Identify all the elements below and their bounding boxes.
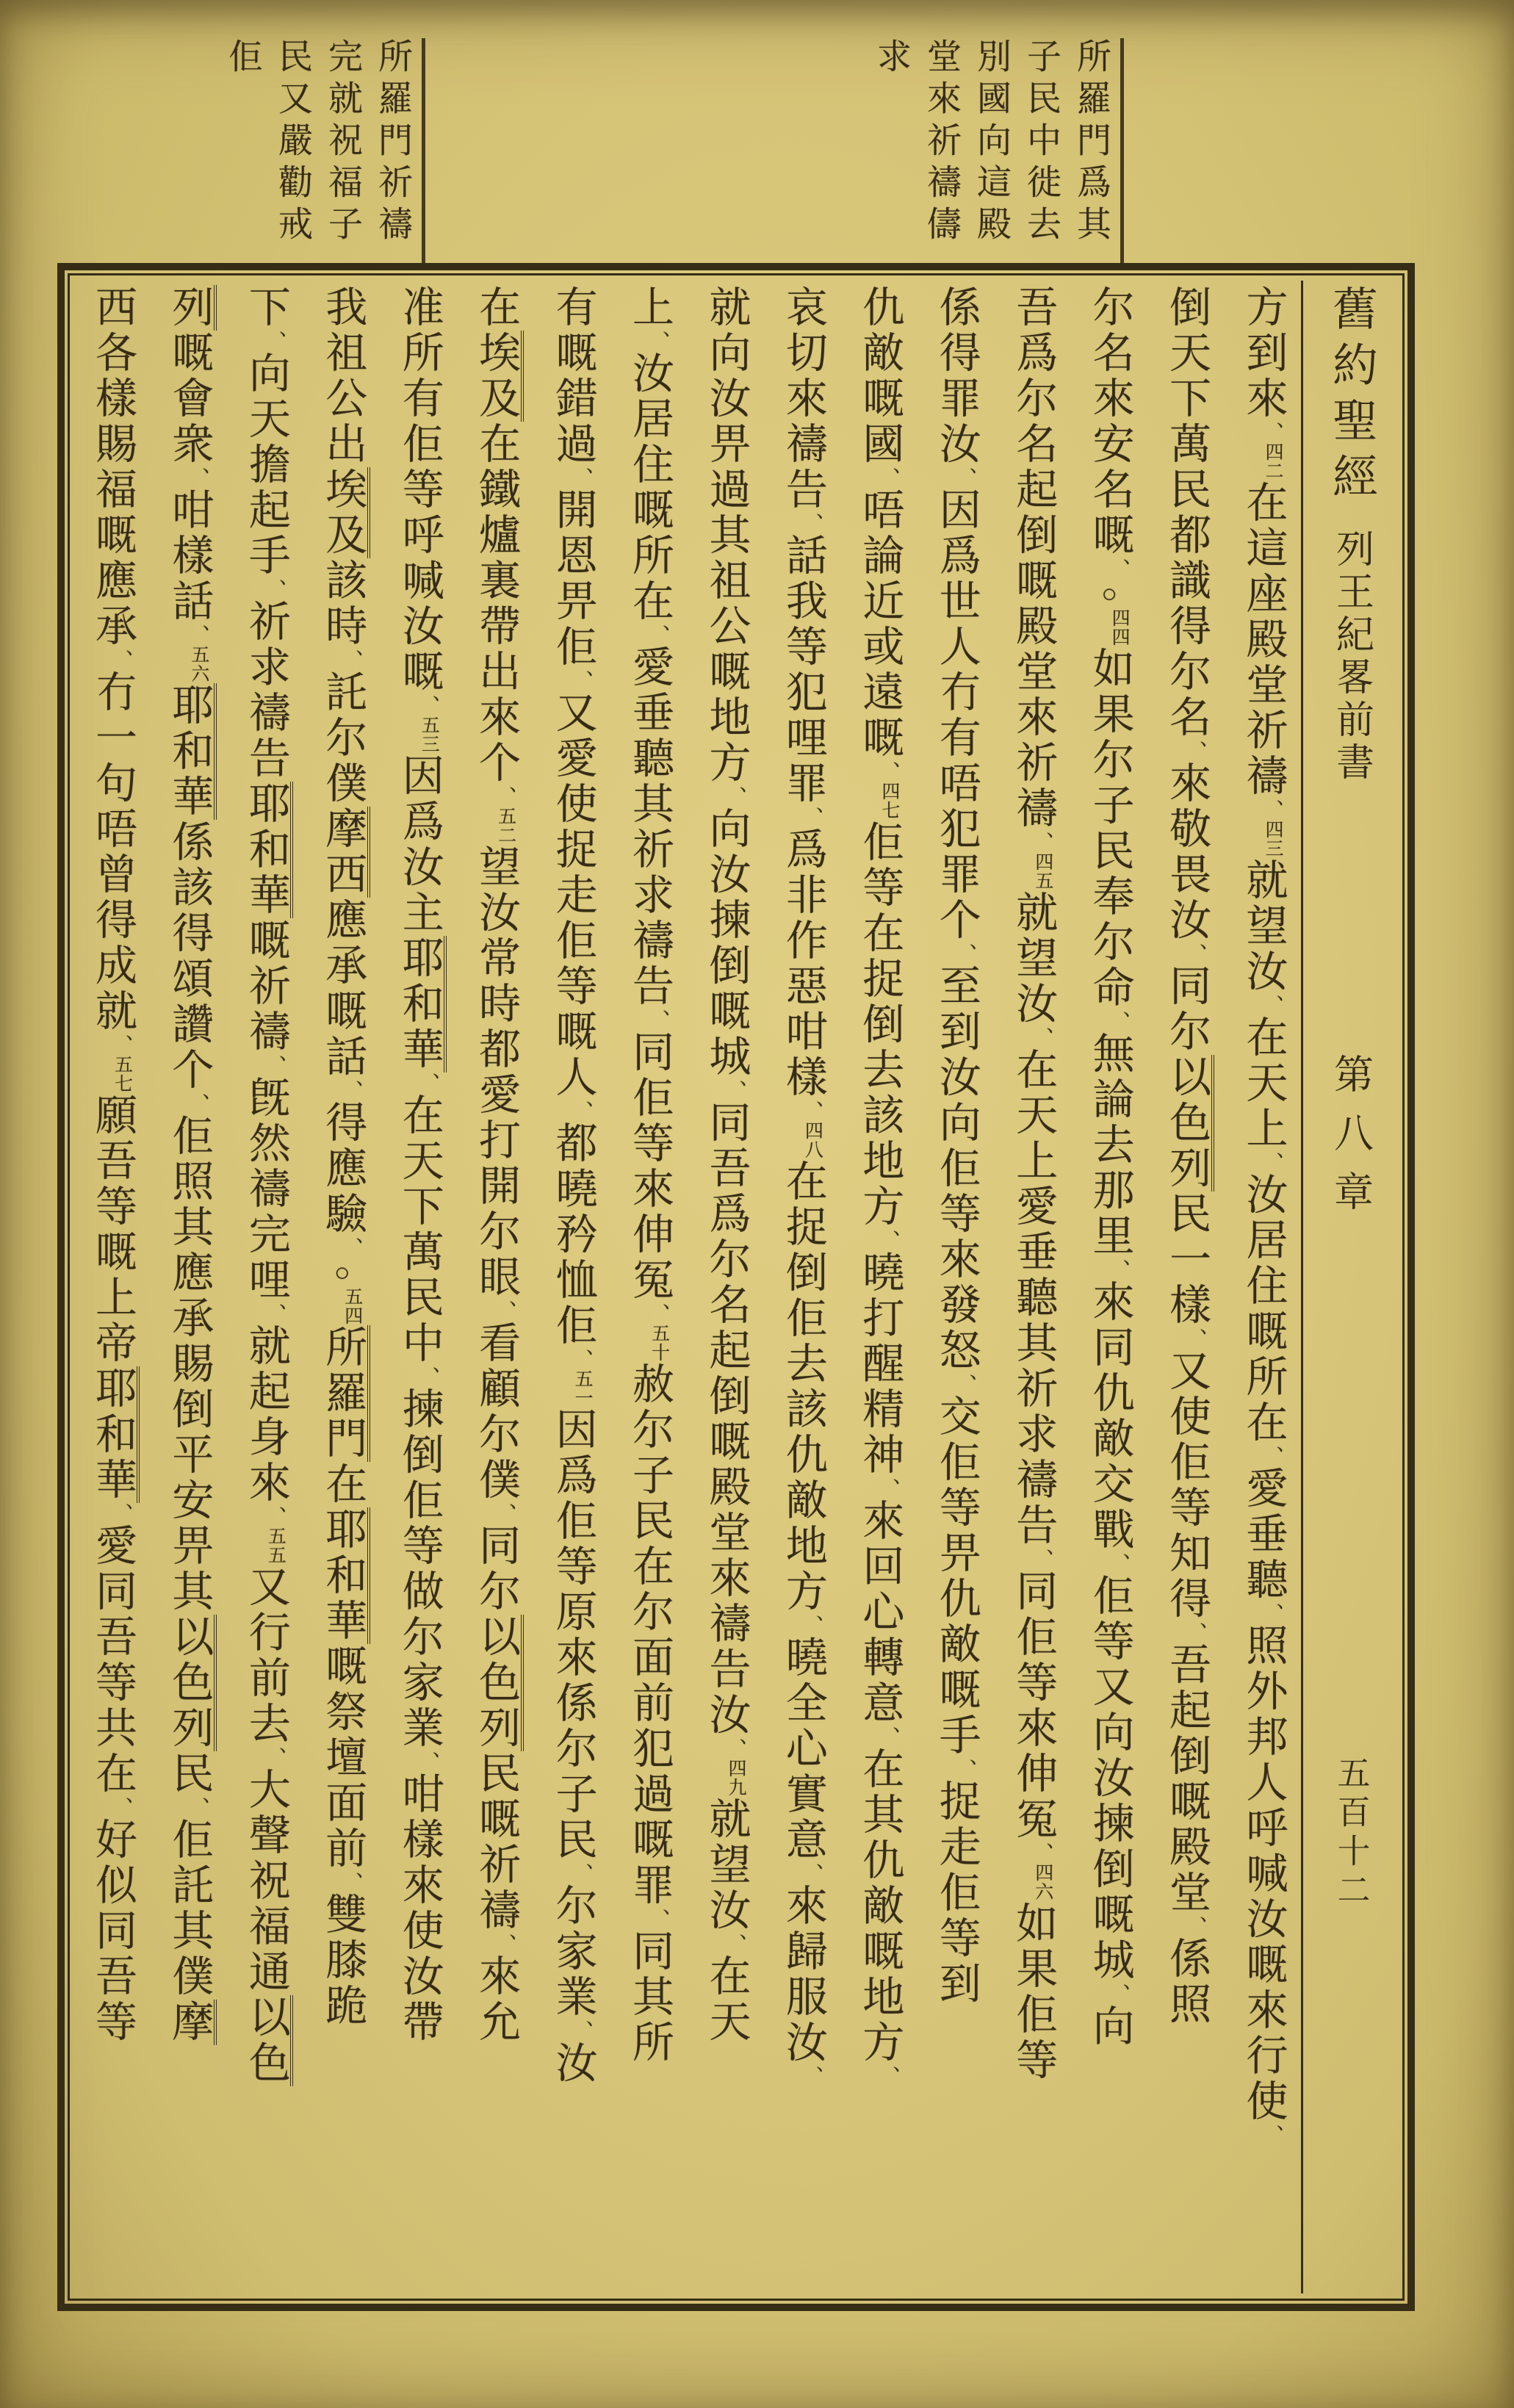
proper-noun: 以色	[242, 1995, 293, 2086]
ideographic-comma: 、	[186, 624, 209, 645]
ideographic-comma: 、	[876, 1230, 900, 1250]
text-run: 來歸服汝	[779, 1883, 826, 2066]
text-run: 同尔	[1163, 964, 1210, 1055]
ideographic-comma: 、	[1107, 1011, 1131, 1031]
text-run: 在天	[702, 1954, 749, 2045]
ideographic-comma: 、	[800, 807, 823, 827]
ideographic-comma: 、	[723, 1933, 746, 1954]
proper-noun: 以色列	[166, 1615, 217, 1751]
proper-noun: 列	[166, 285, 217, 331]
text-run: 向汝揀倒嘅城	[702, 807, 749, 1080]
text-run: 下	[242, 285, 289, 331]
text-run: 來同仇敵交戰	[1086, 1280, 1133, 1553]
verse-number: 四五	[1032, 852, 1053, 890]
note-left-column-1: 所羅門祈禱	[373, 38, 411, 248]
text-run: 得應驗	[319, 1100, 366, 1237]
text-run: 該時	[319, 558, 366, 649]
text-run: 如果尔子民奉尔命	[1086, 646, 1133, 1011]
text-run: 願吾等嘅上帝	[89, 1093, 136, 1366]
text-run: 吾起倒嘅殿堂	[1163, 1643, 1210, 1916]
ideographic-comma: 、	[493, 786, 516, 807]
ideographic-comma: 、	[1107, 1553, 1131, 1574]
text-run: 好似同吾等	[89, 1817, 136, 2045]
text-run: 就起身來	[242, 1324, 289, 1506]
text-column-16	[73, 281, 150, 2293]
text-run: 捉走佢等到	[933, 1779, 980, 2007]
ideographic-comma: 、	[1183, 1328, 1207, 1349]
text-run: 旣然禱完哩	[242, 1075, 289, 1303]
ideographic-comma: 、	[1183, 1622, 1207, 1643]
text-run: 方到來	[1240, 285, 1286, 422]
page-number: 五百十二	[1332, 1756, 1369, 1911]
ideographic-comma: 、	[186, 467, 209, 488]
text-run: 因爲汝主	[396, 754, 443, 936]
note-left-column-3: 民又嚴勸戒	[273, 38, 311, 248]
text-column-5	[918, 281, 994, 2293]
text-column-14	[227, 281, 303, 2293]
text-run: 話我等犯哩罪	[779, 533, 826, 807]
text-run: 又使佢等知得	[1163, 1349, 1210, 1622]
text-run: 在捉倒佢去該仇敵地方	[779, 1159, 826, 1615]
note-right-column-2: 子民中徙去	[1022, 38, 1060, 248]
ideographic-comma: 、	[1261, 799, 1283, 820]
text-run: 爲非作惡咁樣	[779, 827, 826, 1100]
ideographic-comma: 、	[954, 467, 977, 488]
ideographic-comma: 、	[263, 1055, 286, 1075]
ideographic-comma: 、	[1030, 1027, 1053, 1048]
ideographic-comma: 、	[1030, 832, 1053, 852]
text-run: 因爲佢等原來係尔子民	[549, 1407, 596, 1863]
text-run: 照外邦人呼喊汝嘅來行使	[1240, 1623, 1286, 2124]
ideographic-comma: 、	[876, 1478, 900, 1499]
ideographic-comma: 、	[570, 670, 594, 691]
text-run: 西各樣賜福嘅應承	[89, 285, 136, 649]
ideographic-comma: 、	[800, 1863, 823, 1883]
ideographic-comma: 、	[1261, 1446, 1283, 1466]
verse-number: 五十	[649, 1324, 669, 1362]
ideographic-comma: 、	[1261, 995, 1283, 1015]
work-title: 舊約聖經	[1325, 285, 1376, 508]
text-run: 在	[319, 1462, 366, 1507]
text-column-9	[610, 281, 687, 2293]
ideographic-comma: 、	[1107, 1259, 1131, 1280]
text-run: 來回心轉意	[856, 1499, 903, 1726]
text-frame	[57, 263, 1415, 2311]
text-run: 大聲祝福通	[242, 1767, 289, 1995]
text-run: 係照	[1163, 1936, 1210, 2027]
verse-number: 四九	[725, 1759, 746, 1797]
text-run: 在其仇敵嘅地方	[856, 1747, 903, 2066]
text-run: 同吾爲尔名起倒嘅殿堂來禱告汝	[702, 1100, 749, 1738]
text-column-10	[534, 281, 610, 2293]
ideographic-comma: 、	[723, 1080, 746, 1100]
verse-number: 五一	[572, 1369, 593, 1407]
text-run: 有嘅錯過	[549, 285, 596, 467]
ideographic-comma: 、	[493, 1300, 516, 1321]
text-run: 就望汝	[1009, 890, 1056, 1027]
text-run: 向天擔起手	[242, 351, 289, 579]
ideographic-comma: 、	[1107, 558, 1131, 579]
text-column-15	[150, 281, 226, 2293]
ideographic-comma: 、	[570, 1863, 594, 1883]
text-run: 祈求禱告	[242, 599, 289, 782]
ideographic-comma: 、	[417, 1366, 440, 1387]
text-run: 佢等又向汝揀倒嘅城	[1086, 1574, 1133, 1983]
ideographic-comma: 、	[493, 1933, 516, 1954]
text-run: 係該得頌讚个	[165, 820, 212, 1093]
text-run: 民嘅祈禱	[472, 1751, 519, 1933]
text-run: 咁樣來使汝帶	[396, 1772, 443, 2045]
text-run: 交佢等畀仇敵嘅手	[933, 1394, 980, 1759]
text-run: 又行前去	[242, 1565, 289, 1747]
ideographic-comma: 、	[800, 2066, 823, 2086]
ideographic-comma: 、	[570, 467, 594, 488]
ideographic-comma: 、	[876, 761, 900, 782]
verse-number: 四四	[1109, 608, 1130, 646]
ideographic-comma: 、	[570, 2020, 594, 2041]
ideographic-comma: 、	[1261, 422, 1283, 442]
ideographic-comma: 、	[646, 1009, 670, 1030]
ideographic-comma: 、	[570, 1349, 594, 1369]
ideographic-comma: 、	[723, 1738, 746, 1759]
ideographic-comma: 、	[1183, 1916, 1207, 1936]
ideographic-comma: 、	[109, 1797, 133, 1817]
ideographic-comma: 、	[570, 1100, 594, 1121]
text-run: 就望汝	[702, 1797, 749, 1933]
text-run: 民一樣	[1163, 1192, 1210, 1328]
ideographic-comma: 、	[723, 786, 746, 807]
ideographic-comma: 、	[954, 1374, 977, 1394]
proper-noun: 所羅門	[320, 1325, 370, 1462]
text-run: 揀倒佢等做尔家業	[396, 1387, 443, 1751]
text-run: 冇一句唔曾得成就	[89, 670, 136, 1034]
proper-noun: 埃及	[473, 331, 524, 422]
text-run: 民	[165, 1751, 212, 1797]
text-run: 尔家業	[549, 1883, 596, 2020]
text-run: 在	[472, 285, 519, 331]
ideographic-comma: 、	[800, 513, 823, 533]
text-column-6	[840, 281, 917, 2293]
text-run: 雙膝跪	[319, 1892, 366, 2029]
verse-number: 五三	[419, 715, 439, 754]
text-run: 至到汝向佢等來發怒	[933, 964, 980, 1374]
text-run: 同佢等來伸冤	[1009, 1569, 1056, 1842]
ideographic-comma: 、	[876, 467, 900, 488]
text-run: 開恩畀佢	[549, 488, 596, 670]
verse-number: 五六	[188, 645, 209, 683]
note-right-column-1: 所羅門爲其	[1072, 38, 1110, 248]
text-run: 汝居住嘅所在	[626, 351, 673, 624]
ideographic-comma: 、	[263, 579, 286, 599]
text-column-13	[303, 281, 380, 2293]
text-run: 又愛使捉走佢等嘅人	[549, 691, 596, 1100]
ideographic-comma: 、	[876, 2066, 900, 2086]
text-run: 尔名來安名嘅	[1086, 285, 1133, 558]
ideographic-comma: 、	[646, 1908, 670, 1929]
note-left-column-2: 完就祝福子	[323, 38, 361, 248]
text-run: 嘅祈禱	[242, 918, 289, 1055]
note-left-column-4: 佢	[223, 38, 262, 80]
text-run: 佢託其僕	[165, 1817, 212, 2000]
text-run: 倒天下萬民都識得尔名	[1163, 285, 1210, 740]
text-run: 應承嘅話	[319, 898, 366, 1080]
proper-noun: 耶和華	[242, 782, 293, 918]
ideographic-comma: 、	[109, 1503, 133, 1524]
text-run: 唔論近或遠嘅	[856, 488, 903, 761]
proper-noun: 耶和華	[166, 683, 217, 820]
ideographic-comma: 、	[646, 624, 670, 645]
ideographic-comma: 、	[1261, 1152, 1283, 1172]
ideographic-comma: 、	[954, 1759, 977, 1779]
text-run: 向	[1086, 2004, 1133, 2050]
text-run: 曉打醒精神	[856, 1250, 903, 1478]
text-run: 愛同吾等共在	[89, 1524, 136, 1797]
text-run: 哀切來禱告	[779, 285, 826, 513]
text-run: 在鐵爐裏帶出來个	[472, 422, 519, 786]
ideographic-comma: 、	[417, 1751, 440, 1772]
text-run: 嘅會衆	[165, 331, 212, 467]
text-run: 上	[626, 285, 673, 331]
text-run: 佢照其應承賜倒平安畀其	[165, 1114, 212, 1615]
ideographic-comma: 、	[646, 1303, 670, 1324]
ideographic-comma: 、	[339, 1080, 363, 1100]
verse-number: 四七	[879, 782, 899, 820]
note-right-column-3: 別國向這殿	[972, 38, 1010, 248]
verse-number: 四八	[802, 1121, 823, 1159]
text-column-2	[1147, 281, 1224, 2293]
verse-number: 五四	[342, 1287, 362, 1325]
text-run: 曉全心實意	[779, 1635, 826, 1863]
ideographic-comma: 、	[417, 695, 440, 715]
text-run: 我祖公出	[319, 285, 366, 467]
text-run: 同其所	[626, 1929, 673, 2066]
ideographic-comma: 、	[263, 1303, 286, 1324]
text-columns	[73, 281, 1399, 2293]
ideographic-comma: 、	[1030, 1549, 1053, 1569]
ideographic-comma: 、	[1183, 943, 1207, 964]
ideographic-comma: 、	[800, 1100, 823, 1121]
ideographic-comma: 、	[646, 331, 670, 351]
ideographic-comma: 、	[493, 1503, 516, 1524]
text-column-8	[688, 281, 764, 2293]
text-run: 准所有佢等呼喊汝嘅	[396, 285, 443, 695]
verse-number: 五五	[265, 1526, 286, 1565]
text-run: 如果佢等	[1009, 1901, 1056, 2083]
text-run: 在天上	[1240, 1015, 1286, 1152]
verse-number: 四三	[1263, 820, 1283, 858]
chapter-heading: 第八章	[1328, 1053, 1373, 1230]
ideographic-comma: 、	[339, 1872, 363, 1892]
text-run: 嘅祭壇面前	[319, 1644, 366, 1872]
margin-note-left	[220, 38, 425, 263]
section-circle: ○	[327, 1258, 357, 1287]
ideographic-comma: 、	[339, 649, 363, 670]
text-run: 係得罪汝	[933, 285, 980, 467]
text-run: 託尔僕	[319, 670, 366, 807]
text-run: 汝居住嘅所在	[1240, 1172, 1286, 1446]
text-run: 愛垂聽	[1240, 1466, 1286, 1603]
text-run: 來允	[472, 1954, 519, 2045]
text-run: 因爲世人冇有唔犯罪个	[933, 488, 980, 943]
text-run: 望汝常時都愛打開尔眼	[472, 845, 519, 1300]
section-circle: ○	[1095, 579, 1125, 608]
verse-number: 五七	[112, 1055, 132, 1093]
text-run: 愛垂聽其祈求禱告	[626, 645, 673, 1009]
ideographic-comma: 、	[186, 1797, 209, 1817]
text-run: 同尔	[472, 1524, 519, 1615]
proper-noun: 以色列	[1164, 1055, 1214, 1192]
text-run: 赦尔子民在尔面前犯過嘅罪	[626, 1362, 673, 1908]
ideographic-comma: 、	[263, 1747, 286, 1767]
ideographic-comma: 、	[186, 1093, 209, 1114]
text-run: 汝	[549, 2041, 596, 2086]
ideographic-comma: 、	[800, 1615, 823, 1635]
text-run: 在這座殿堂祈禱	[1240, 480, 1286, 799]
ideographic-comma: 、	[417, 1073, 440, 1093]
margin-note-right	[869, 38, 1124, 263]
proper-noun: 耶和華	[396, 936, 447, 1073]
text-run: 在天下萬民中	[396, 1093, 443, 1366]
ideographic-comma: 、	[109, 1034, 133, 1055]
ideographic-comma: 、	[1107, 1983, 1131, 2004]
ideographic-comma: 、	[263, 1506, 286, 1526]
proper-noun: 埃及	[320, 467, 370, 558]
ideographic-comma: 、	[109, 649, 133, 670]
text-run: 就望汝	[1240, 858, 1286, 995]
note-right-column-5: 求	[872, 38, 910, 80]
note-right-column-4: 堂來祈禱儔	[922, 38, 960, 248]
proper-noun: 耶和華	[320, 1507, 370, 1644]
book-title: 列王紀畧前書	[1330, 529, 1372, 785]
text-run: 看顧尔僕	[472, 1321, 519, 1503]
proper-noun: 摩	[166, 2000, 217, 2045]
proper-noun: 耶和華	[89, 1366, 140, 1503]
text-run: 佢等在捉倒去該地方	[856, 820, 903, 1230]
text-run: 咁樣話	[165, 488, 212, 624]
ideographic-comma: 、	[954, 943, 977, 964]
ideographic-comma: 、	[263, 331, 286, 351]
text-run: 仇敵嘅國	[856, 285, 903, 467]
text-run: 來敬畏汝	[1163, 761, 1210, 943]
ideographic-comma: 、	[339, 1237, 363, 1258]
text-run: 就向汝畀過其祖公嘅地方	[702, 285, 749, 786]
text-run: 吾爲尔名起倒嘅殿堂來祈禱	[1009, 285, 1056, 832]
text-run: 在天上愛垂聽其祈求禱告	[1009, 1048, 1056, 1549]
ideographic-comma: 、	[1261, 2124, 1283, 2145]
verse-number: 五二	[495, 807, 516, 845]
text-run: 無論去那里	[1086, 1031, 1133, 1259]
text-run: 都曉矜恤佢	[549, 1121, 596, 1349]
text-column-4	[994, 281, 1070, 2293]
text-column-3	[1071, 281, 1147, 2293]
verse-number: 四二	[1263, 442, 1283, 480]
verse-number: 四六	[1032, 1863, 1053, 1901]
text-column-11	[457, 281, 533, 2293]
ideographic-comma: 、	[876, 1726, 900, 1747]
text-column-1	[1225, 281, 1301, 2293]
ideographic-comma: 、	[1183, 740, 1207, 761]
ideographic-comma: 、	[1261, 1603, 1283, 1623]
text-column-7	[764, 281, 840, 2293]
text-column-12	[381, 281, 457, 2293]
proper-noun: 以色列	[473, 1615, 524, 1751]
title-column	[1301, 281, 1399, 2293]
ideographic-comma: 、	[1030, 1842, 1053, 1863]
proper-noun: 摩西	[320, 807, 370, 898]
text-run: 同佢等來伸冤	[626, 1030, 673, 1303]
